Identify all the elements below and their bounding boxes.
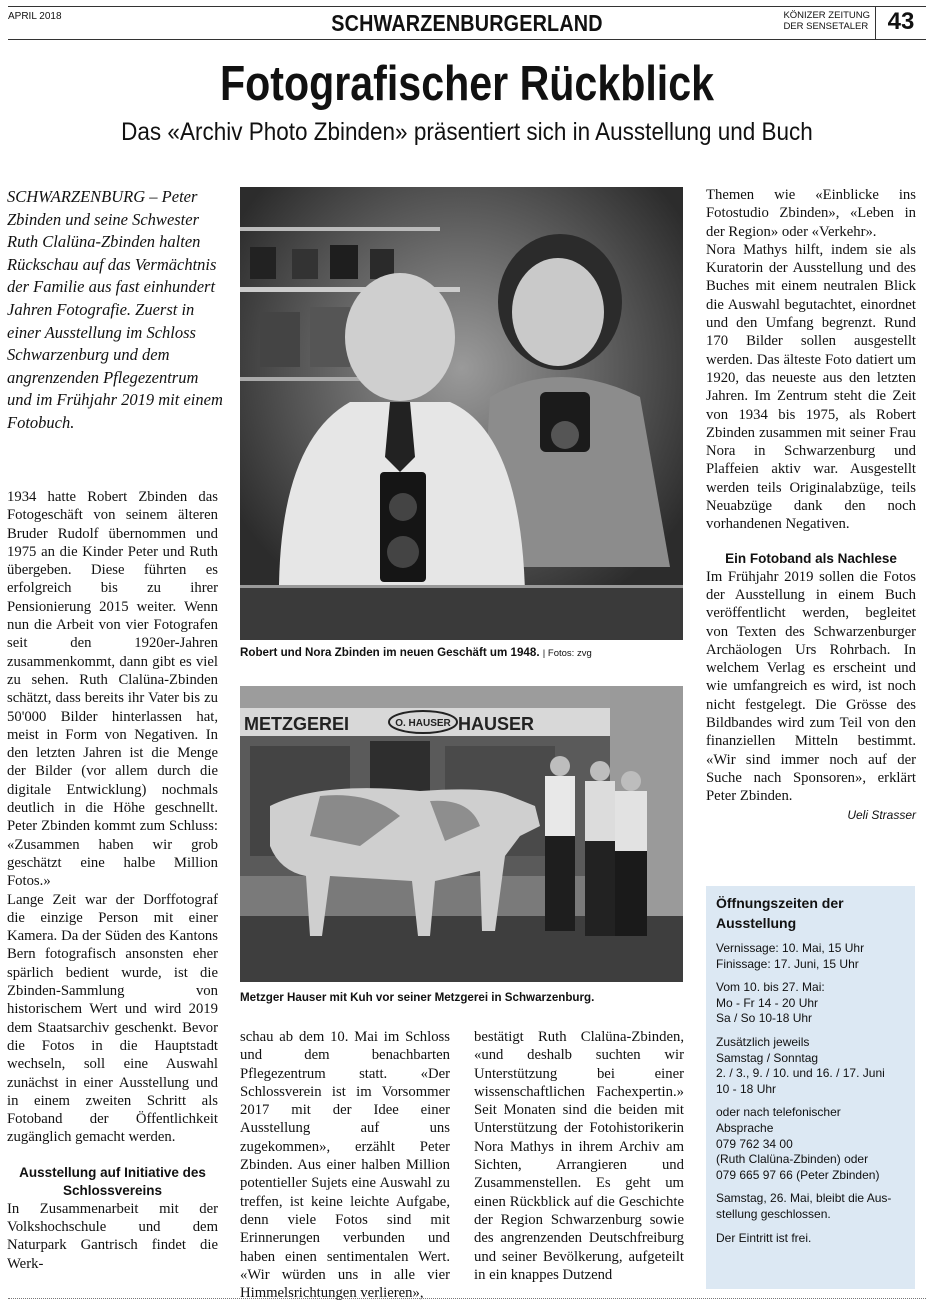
article-subheadline: Das «Archiv Photo Zbinden» präsentiert sich in Ausstellung und Buch	[121, 118, 813, 146]
page-header	[8, 6, 926, 40]
paragraph: Im Frühjahr 2019 sollen die Fotos der Ausstellung in einem Buch veröffentlicht werden, begleitet von Texten des Schwarzenburger Archäologen Urs Rohrbach. In welchem Verlag es erscheint und wie umfangreich es wird, ist noch nicht festgelegt. Die Grösse des Bildbandes wird zum Teil von den finanziellen Mitteln bestimmt. «Wir sind immer noch auf der Suche nach Sponsoren», erklärt Peter Zbinden.	[706, 568, 916, 805]
caption-text: Robert und Nora Zbinden im neuen Geschäft um 1948.	[240, 646, 540, 659]
vernissage: Vernissage: 10. Mai, 15 Uhr	[716, 941, 865, 955]
photo-illustration	[240, 187, 683, 640]
paragraph: bestätigt Ruth Clalüna-Zbinden, «und deshalb suchten wir Unterstützung bei einer wissenschaftlichen Fachexpertin.» Seit Monaten sind die beiden mit Unterstützung der Fotohistorikerin Nora Mathys in ihrem Archiv am Sichten, Arrangieren und Zusammenstellen. Es geht um einen Rückblick auf die Geschichte der Region Schwarzenburg sowie des angrenzenden Deutschfreiburg und seiner Bevölkerung, aufgeteilt in ein knappes Dutzend	[474, 1029, 684, 1283]
weekday-hours: Mo - Fr 14 - 20 Uhr	[716, 995, 819, 1010]
issue-date: APRIL 2018	[8, 11, 62, 22]
opening-hours-title: Öffnungszeiten der Ausstellung	[716, 895, 844, 931]
section-title: SCHWARZENBURGERLAND	[331, 10, 603, 36]
free-entry-note	[716, 1231, 911, 1247]
info-line: Der Eintritt ist frei.	[716, 1230, 812, 1245]
photo-illustration	[240, 686, 683, 982]
closure-note	[716, 1191, 911, 1222]
article-lead: SCHWARZENBURG – Peter Zbinden und seine Schwester Ruth Clalüna-Zbinden halten Rückschau auf das Vermächtnis der Familie aus fast einhundert Jahren Fotografie. Zuerst in einer Ausstellung im Schloss Schwarzenburg und dem angrenzenden Pflegezentrum und im Frühjahr 2019 mit einem Fotobuch.	[7, 187, 223, 432]
opening-dates	[716, 941, 911, 972]
newspaper-name-line1: KÖNIZER ZEITUNG	[783, 10, 870, 21]
newspaper-name-line2: DER SENSETALER	[783, 21, 869, 32]
photo-caption-1	[240, 646, 683, 659]
author-byline: Ueli Strasser	[847, 807, 916, 822]
photo-robert-nora-zbinden	[240, 187, 683, 640]
photo-caption-2: Metzger Hauser mit Kuh vor seiner Metzgerei in Schwarzenburg.	[240, 991, 595, 1004]
page-bottom-rule	[8, 1298, 926, 1299]
phone-number: 079 762 34 00	[716, 1136, 793, 1151]
paragraph: Themen wie «Einblicke ins Fotostudio Zbinden», «Leben in der Region» oder «Verkehr».	[706, 187, 916, 240]
paragraph: 1934 hatte Robert Zbinden das Fotogeschäft von seinem älteren Bruder Rudolf übernommen und 1975 an die Kinder Peter und Ruth übergeben. Diese führten es erfolgreich bis zu ihrer Pensionierung 2015 weiter. Wenn nun die Arbeit von vier Fotografen seit den 1920er-Jahren zusammenkommt, dann gibt es viel zu sehen. Ruth Clalüna-Zbinden schätzt, dass bereits ihr Vater bis zu 50'000 Bilder hinterlassen hat, meist in Form von Negativen. In den letzten Jahren ist die Menge der Bilder (vor allem durch die digitale Entwicklung) nochmals deutlich in die Höhe geschnellt. Peter Zbinden kommt zum Schluss: «Zusammen haben wir grob geschätzt eine halbe Million Fotos.»	[7, 489, 218, 890]
info-line: Zusätzlich jeweils	[716, 1034, 810, 1049]
info-line: oder nach telefonischer	[716, 1105, 841, 1120]
info-line: Absprache	[716, 1120, 774, 1135]
date-range: Vom 10. bis 27. Mai:	[716, 980, 825, 995]
finissage: Finissage: 17. Juni, 15 Uhr	[716, 956, 859, 971]
article-headline: Fotografischer Rückblick	[219, 57, 715, 111]
info-line: (Ruth Clalüna-Zbinden) oder	[716, 1152, 869, 1167]
info-line: stellung geschlossen.	[716, 1206, 831, 1221]
newspaper-name	[783, 10, 870, 32]
info-line: 10 - 18 Uhr	[716, 1081, 777, 1096]
photo-metzger-hauser	[240, 686, 683, 982]
paragraph: In Zusammenarbeit mit der Volkshochschule und dem Naturpark Gantrisch findet die Werk-	[7, 1200, 218, 1272]
subtitle-schlossverein: Ausstellung auf Initiative des Schlossvereins	[19, 1164, 206, 1198]
photo-credit: | Fotos: zvg	[542, 648, 592, 659]
phone-number: 079 665 97 66 (Peter Zbinden)	[716, 1167, 880, 1182]
info-line: Samstag / Sonntag	[716, 1050, 819, 1065]
text-column-4	[706, 186, 916, 824]
subtitle-fotoband: Ein Fotoband als Nachlese	[725, 550, 897, 566]
page-number: 43	[887, 8, 915, 35]
info-line: Samstag, 26. Mai, bleibt die Aus-	[716, 1191, 892, 1206]
page-number-box	[875, 6, 926, 39]
phone-contacts	[716, 1105, 911, 1183]
shop-sign-right: HAUSER	[458, 714, 535, 734]
paragraph: schau ab dem 10. Mai im Schloss und dem benachbarten Pflegezentrum statt. «Der Schlossverein ist im Vorsommer 2017 mit der Idee einer Ausstellung auf uns zugekommen», erzählt Peter Zbinden. Aus einer halben Million potentieller Sujets eine Auswahl zu treffen, ist keine leichte Aufgabe, denn viele Fotos sind mit Erinnerungen verbunden und haben einen sentimentalen Wert. «Wir würden uns in alle vier Himmelsrichtungen verlieren»,	[240, 1029, 450, 1302]
opening-hours-box	[706, 886, 915, 1289]
regular-hours	[716, 980, 911, 1027]
paragraph: Lange Zeit war der Dorffotograf die einzige Person mit einer Kamera. Da der Süden des Kantons Bern fotografisch ansonsten eher spärlich bedient wurde, ist die Zbinden-Sammlung von historischem Wert und wird 2019 dem Staatsarchiv geschenkt. Bevor die Fotos in die Hauptstadt wechseln, soll eine Auswahl zunächst in einer Ausstellung und in einem zweiten Schritt als Fotoband der Öffentlichkeit zugänglich gemacht werden.	[7, 891, 218, 1146]
text-column-1	[7, 488, 218, 1273]
additional-dates	[716, 1035, 911, 1097]
shop-sign-left: METZGEREI	[244, 714, 350, 734]
text-column-2	[240, 1028, 450, 1302]
shop-sign-oval: O. HAUSER	[395, 718, 451, 729]
weekend-hours: Sa / So 10-18 Uhr	[716, 1011, 813, 1026]
info-line: 2. / 3., 9. / 10. und 16. / 17. Juni	[716, 1066, 885, 1081]
paragraph: Nora Mathys hilft, indem sie als Kuratorin der Ausstellung und des Buches mit einem neutralen Blick die Auswahl begutachtet, einordnet und den Umfang begrenzt. Rund 170 Bilder sollen ausgestellt werden. Das älteste Foto datiert um 1920, das neueste aus den letzten Jahren. Im Zentrum steht die Zeit von 1934 bis 1975, als Robert Zbinden zusammen mit seiner Frau Nora in Schwarzenburg und Plaffeien aktiv war. Ausgestellt werden teils Originalabzüge, teils Neuabzüge dank den noch vorhandenen Negativen.	[706, 241, 916, 533]
text-column-3	[474, 1028, 684, 1284]
